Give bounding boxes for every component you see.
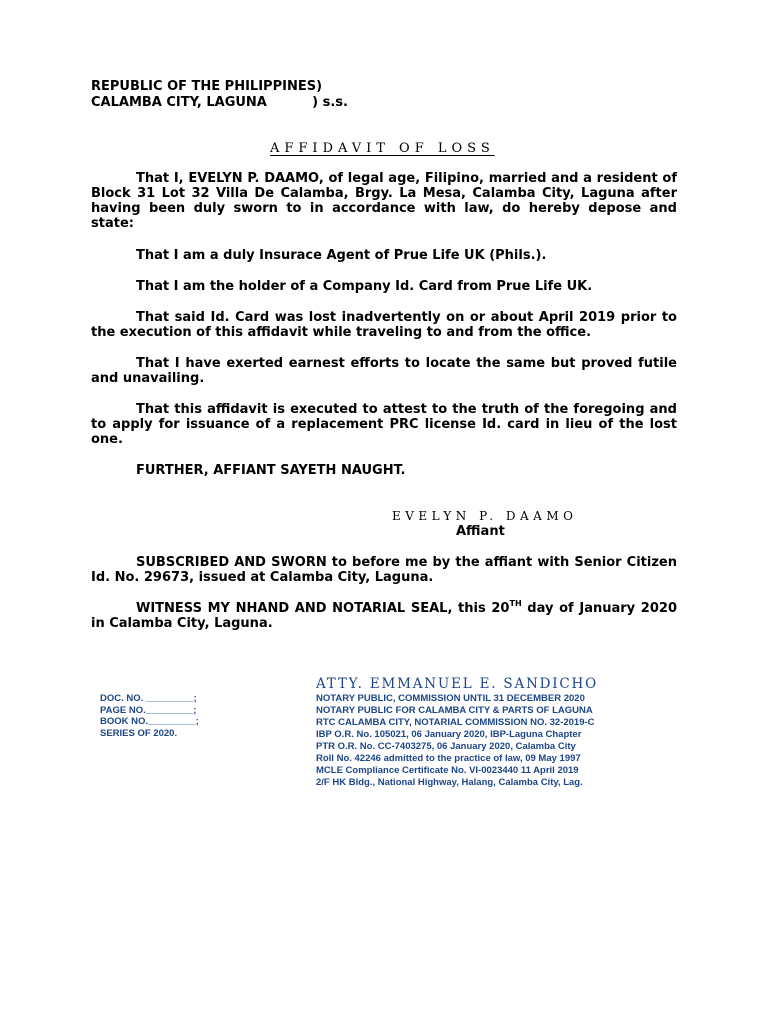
page-no: PAGE NO._________; bbox=[100, 704, 197, 716]
witness-text-end: day of January 2020 in Calamba City, Laguna. bbox=[91, 601, 677, 631]
notary-jurisdiction-line: NOTARY PUBLIC FOR CALAMBA CITY & PARTS OF LAGUNA bbox=[316, 705, 593, 716]
book-no: BOOK NO._________; bbox=[100, 716, 199, 727]
notary-details bbox=[316, 693, 595, 789]
paragraph-affiant-intro: That I, EVELYN P. DAAMO, of legal age, Filipino, married and a resident of Block 31 Lot 32 Villa De Calamba, Brgy. La Mesa, Calamba City, Laguna after having been duly sworn to in accordance with law, do hereby depose and state: bbox=[91, 171, 677, 231]
notary-address-line: 2/F HK Bldg., National Highway, Halang, Calamba City, Lag. bbox=[316, 777, 583, 788]
notary-commission-line: NOTARY PUBLIC, COMMISSION UNTIL 31 DECEMBER 2020 bbox=[316, 693, 585, 704]
paragraph-witness bbox=[91, 601, 677, 631]
notary-ibp-line: IBP O.R. No. 105021, 06 January 2020, IBP-Laguna Chapter bbox=[316, 729, 582, 740]
notary-rtc-line: RTC CALAMBA CITY, NOTARIAL COMMISSION NO. 32-2019-C bbox=[316, 717, 595, 728]
paragraph-jurat: SUBSCRIBED AND SWORN to before me by the affiant with Senior Citizen Id. No. 29673, issued at Calamba City, Laguna. bbox=[91, 555, 677, 585]
paragraph-insurance-agent: That I am a duly Insurace Agent of Prue Life UK (Phils.). bbox=[136, 248, 547, 263]
paragraph-further: FURTHER, AFFIANT SAYETH NAUGHT. bbox=[136, 463, 406, 478]
witness-text-start: WITNESS MY NHAND AND NOTARIAL SEAL, this 20 bbox=[136, 601, 510, 616]
venue-header bbox=[91, 79, 348, 111]
notary-name: ATTY. EMMANUEL E. SANDICHO bbox=[316, 676, 598, 692]
notary-mcle-line: MCLE Compliance Certificate No. VI-0023440 11 April 2019 bbox=[316, 765, 579, 776]
notarial-register-block bbox=[100, 693, 199, 739]
affiant-label: Affiant bbox=[456, 524, 505, 539]
notary-roll-line: Roll No. 42246 admitted to the practice of law, 09 May 1997 bbox=[316, 753, 581, 764]
paragraph-efforts: That I have exerted earnest efforts to locate the same but proved futile and unavailing. bbox=[91, 356, 677, 386]
affiant-signature-name: EVELYN P. DAAMO bbox=[392, 509, 578, 523]
series-year: SERIES OF 2020. bbox=[100, 727, 178, 739]
paragraph-id-holder: That I am the holder of a Company Id. Card from Prue Life UK. bbox=[136, 279, 593, 294]
header-republic: REPUBLIC OF THE PHILIPPINES) bbox=[91, 79, 323, 94]
document-title: AFFIDAVIT OF LOSS bbox=[270, 141, 495, 156]
witness-ordinal-suffix: TH bbox=[509, 599, 522, 608]
paragraph-purpose: That this affidavit is executed to attest to the truth of the foregoing and to apply for issuance of a replacement PRC license Id. card in lieu of the lost one. bbox=[91, 402, 677, 447]
notary-ptr-line: PTR O.R. No. CC-7403275, 06 January 2020, Calamba City bbox=[316, 741, 576, 752]
header-city: CALAMBA CITY, LAGUNA ) s.s. bbox=[91, 95, 348, 110]
paragraph-loss-details: That said Id. Card was lost inadvertently on or about April 2019 prior to the execution of this affidavit while traveling to and from the office. bbox=[91, 310, 677, 340]
doc-no: DOC. NO. _________; bbox=[100, 693, 197, 704]
